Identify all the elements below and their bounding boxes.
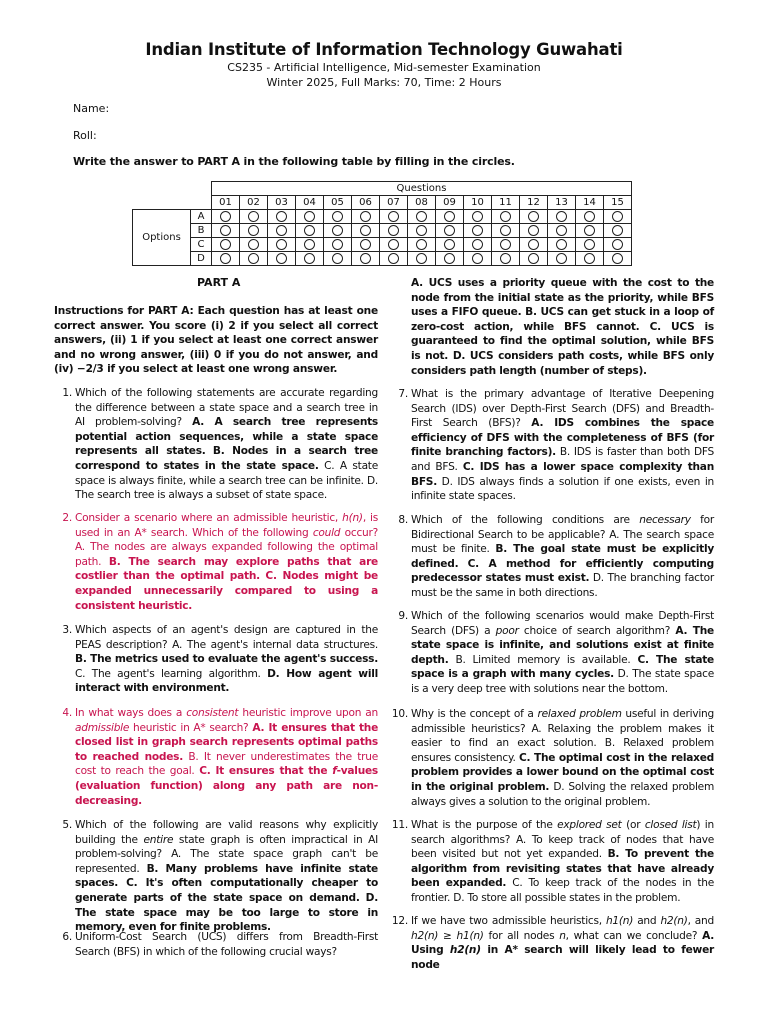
question-number: 11. bbox=[391, 819, 408, 831]
answer-cell bbox=[436, 224, 464, 238]
question-stem: What is the purpose of the bbox=[411, 819, 558, 831]
answer-cell bbox=[604, 252, 632, 266]
answer-bubble-q02-b[interactable] bbox=[248, 225, 259, 236]
answer-cell bbox=[324, 252, 352, 266]
option-b[interactable]: B. IDS is faster than both DFS and BFS. bbox=[411, 446, 715, 473]
question-number-header: 14 bbox=[576, 196, 604, 210]
answer-bubble-q09-a[interactable] bbox=[444, 211, 455, 222]
question-stem: state graph is often impractical in AI problem-solving? bbox=[75, 833, 378, 861]
question-stem: Which of the following scenarios would make Depth-First Search (DFS) a bbox=[411, 610, 714, 637]
answer-bubble-q08-d[interactable] bbox=[416, 253, 427, 264]
option-c[interactable]: C. The agent's learning algorithm. bbox=[75, 667, 261, 680]
option-a[interactable]: A. The state space is infinite, and solutions exist at finite depth. bbox=[411, 624, 714, 666]
question-number: 2. bbox=[62, 512, 72, 524]
question-6 bbox=[62, 930, 378, 959]
answer-bubble-q13-c[interactable] bbox=[556, 239, 567, 250]
option-a[interactable]: A. The nodes are always expanded following the optimal path. bbox=[75, 541, 378, 568]
answer-bubble-q08-a[interactable] bbox=[416, 211, 427, 222]
option-b[interactable]: B. Many problems have infinite state spaces. bbox=[75, 862, 378, 890]
answer-cell bbox=[352, 252, 380, 266]
answer-cell bbox=[576, 210, 604, 224]
answer-table bbox=[132, 181, 632, 266]
answer-bubble-q15-b[interactable] bbox=[612, 225, 623, 236]
course-line: CS235 - Artificial Intelligence, Mid-semester Examination bbox=[227, 61, 541, 74]
answer-cell bbox=[240, 224, 268, 238]
answer-cell bbox=[408, 224, 436, 238]
question-stem: Which of the following conditions are bbox=[411, 514, 640, 526]
answer-bubble-q10-d[interactable] bbox=[472, 253, 483, 264]
option-a[interactable]: A. Relaxing the problem makes it easier to find an exact solution. bbox=[411, 722, 715, 750]
q6-option-b[interactable]: B. UCS can get stuck in a loop of zero-cost action, while BFS cannot. bbox=[411, 306, 714, 333]
option-c[interactable]: C. A method for efficiently computing predecessor states must exist. bbox=[411, 557, 714, 585]
answer-cell bbox=[268, 238, 296, 252]
answer-cell bbox=[492, 252, 520, 266]
option-b[interactable]: B. The metrics used to evaluate the agent's success. bbox=[75, 653, 378, 666]
emphasis: entire bbox=[143, 833, 174, 846]
answer-bubble-q14-a[interactable] bbox=[584, 211, 595, 222]
answer-bubble-q15-c[interactable] bbox=[612, 239, 623, 250]
question-stem: Why is the concept of a bbox=[411, 708, 538, 720]
answer-cell bbox=[408, 210, 436, 224]
answer-cell bbox=[212, 224, 240, 238]
answer-cell bbox=[520, 224, 548, 238]
answer-bubble-q11-d[interactable] bbox=[500, 253, 511, 264]
answer-bubble-q05-a[interactable] bbox=[332, 211, 343, 222]
question-9 bbox=[398, 609, 715, 697]
emphasis: admissible bbox=[75, 721, 130, 734]
question-stem: heuristic improve upon an bbox=[238, 707, 379, 719]
answer-cell bbox=[324, 238, 352, 252]
question-11 bbox=[391, 818, 715, 906]
answer-bubble-q11-b[interactable] bbox=[500, 225, 511, 236]
answer-bubble-q04-c[interactable] bbox=[304, 239, 315, 250]
option-d[interactable]: D. The search tree is always a subset of state space. bbox=[75, 474, 378, 502]
option-d[interactable]: D. IDS always finds a solution if one exists, even in infinite state spaces. bbox=[411, 475, 714, 503]
answer-cell bbox=[436, 238, 464, 252]
option-b[interactable]: B. To prevent the algorithm from revisiting states that have already been expanded. bbox=[411, 848, 714, 890]
option-c[interactable]: C. It's often computationally cheaper to generate parts of the state space on demand. bbox=[75, 877, 378, 904]
question-number-header: 01 bbox=[212, 196, 240, 210]
answer-bubble-q06-a[interactable] bbox=[360, 211, 371, 222]
answer-cell bbox=[436, 210, 464, 224]
question-number: 4. bbox=[62, 707, 72, 719]
answer-bubble-q15-d[interactable] bbox=[612, 253, 623, 264]
answer-bubble-q01-c[interactable] bbox=[220, 239, 231, 250]
question-stem: heuristic in A* search? bbox=[129, 721, 249, 734]
answer-cell bbox=[268, 224, 296, 238]
answer-bubble-q09-b[interactable] bbox=[444, 225, 455, 236]
answer-bubble-q09-c[interactable] bbox=[444, 239, 455, 250]
question-stem: Which of the following are valid reasons why explicitly building the bbox=[75, 819, 378, 846]
option-d[interactable]: D. The state space may be too large to store in memory, even for finite problems. bbox=[75, 891, 378, 934]
answer-bubble-q04-b[interactable] bbox=[304, 225, 315, 236]
option-a[interactable]: A. The search space must be finite. bbox=[411, 528, 714, 556]
option-letter: C bbox=[191, 238, 212, 252]
answer-cell bbox=[436, 252, 464, 266]
question-number: 5. bbox=[62, 819, 72, 831]
answer-cell bbox=[240, 238, 268, 252]
question-stem: occur? bbox=[340, 526, 378, 539]
option-c[interactable]: C. IDS has a lower space complexity than BFS. bbox=[411, 460, 714, 488]
option-c[interactable]: C. Nodes might be expanded unnecessarily compared to using a consistent heuristic. bbox=[75, 570, 378, 612]
answer-bubble-q03-b[interactable] bbox=[276, 225, 287, 236]
question-8 bbox=[398, 513, 715, 601]
math-h2: h2(n) bbox=[449, 944, 481, 957]
answer-cell bbox=[520, 210, 548, 224]
option-a-text: in A* search will likely lead to fewer node bbox=[411, 944, 714, 971]
question-number-header: 03 bbox=[268, 196, 296, 210]
answer-cell bbox=[268, 252, 296, 266]
emphasis: poor bbox=[495, 624, 519, 637]
answer-cell bbox=[604, 238, 632, 252]
answer-bubble-q07-c[interactable] bbox=[388, 239, 399, 250]
option-c[interactable]: C. The optimal cost in the relaxed problem provides a lower bound on the optimal cost in the original problem. bbox=[411, 751, 714, 793]
math-n: n bbox=[559, 929, 566, 942]
roll-field-label: Roll: bbox=[73, 129, 97, 142]
question-stem: Uniform-Cost Search (UCS) differs from Breadth-First Search (BFS) in which of the following crucial ways? bbox=[75, 931, 378, 958]
option-b[interactable]: B. Nodes in a search tree correspond to states in the state space. bbox=[75, 445, 378, 472]
answer-cell bbox=[296, 224, 324, 238]
answer-bubble-q02-d[interactable] bbox=[248, 253, 259, 264]
option-d[interactable]: D. To store all possible states in the problem. bbox=[453, 891, 681, 904]
option-d[interactable]: D. How agent will interact with environment. bbox=[75, 667, 378, 695]
option-c[interactable]: C. The state space is a graph with many cycles. bbox=[411, 653, 714, 681]
answer-bubble-q14-d[interactable] bbox=[584, 253, 595, 264]
answer-bubble-q13-a[interactable] bbox=[556, 211, 567, 222]
emphasis: closed list bbox=[644, 819, 697, 831]
answer-bubble-q14-b[interactable] bbox=[584, 225, 595, 236]
question-5 bbox=[62, 818, 378, 935]
question-number-header: 11 bbox=[492, 196, 520, 210]
answer-bubble-q01-b[interactable] bbox=[220, 225, 231, 236]
question-stem: Consider a scenario where an admissible heuristic, bbox=[75, 512, 343, 524]
question-stem: Which aspects of an agent's design are captured in the PEAS description? bbox=[75, 624, 378, 651]
question-number-header: 10 bbox=[464, 196, 492, 210]
option-d[interactable]: D. Solving the relaxed problem always gives a solution to the original problem. bbox=[411, 780, 715, 808]
answer-cell bbox=[380, 238, 408, 252]
question-number-header: 05 bbox=[324, 196, 352, 210]
math-h-n: h(n) bbox=[342, 512, 363, 524]
answer-bubble-q08-b[interactable] bbox=[416, 225, 427, 236]
question-stem: (or bbox=[621, 819, 645, 831]
question-stem: What is the primary advantage of Iterative Deepening Search (IDS) over Depth-First Search (DFS) and Breadth-First Search (BFS)? bbox=[411, 388, 714, 430]
question-stem: If we have two admissible heuristics, bbox=[411, 915, 606, 927]
question-stem: useful in deriving admissible heuristics? bbox=[411, 708, 714, 735]
option-d[interactable]: D. The state space is a very deep tree with solutions near the bottom. bbox=[411, 668, 715, 695]
answer-cell bbox=[240, 252, 268, 266]
emphasis: relaxed problem bbox=[537, 708, 622, 720]
answer-cell bbox=[548, 210, 576, 224]
option-letter: D bbox=[191, 252, 212, 266]
question-number-header: 13 bbox=[548, 196, 576, 210]
answer-cell bbox=[492, 238, 520, 252]
option-letter: A bbox=[191, 210, 212, 224]
question-number-header: 09 bbox=[436, 196, 464, 210]
answer-bubble-q05-c[interactable] bbox=[332, 239, 343, 250]
question-number: 6. bbox=[62, 931, 72, 943]
answer-cell bbox=[352, 238, 380, 252]
answer-cell bbox=[296, 238, 324, 252]
question-stem: choice of search algorithm? bbox=[518, 624, 671, 637]
answer-cell bbox=[604, 210, 632, 224]
answer-cell bbox=[464, 238, 492, 252]
term-line: Winter 2025, Full Marks: 70, Time: 2 Hours bbox=[266, 76, 502, 89]
option-a[interactable]: A. The agent's internal data structures. bbox=[172, 638, 378, 651]
option-c[interactable]: C. To keep track of the nodes in the frontier. bbox=[411, 877, 714, 904]
question-stem: for all nodes bbox=[483, 929, 560, 942]
option-c-text: -values (evaluation function) along any path are non-decreasing. bbox=[75, 765, 378, 807]
question-number-header: 12 bbox=[520, 196, 548, 210]
answer-cell bbox=[240, 210, 268, 224]
question-number-header: 04 bbox=[296, 196, 324, 210]
answer-bubble-q12-c[interactable] bbox=[528, 239, 539, 250]
emphasis: consistent bbox=[186, 707, 239, 719]
answer-bubble-q14-c[interactable] bbox=[584, 239, 595, 250]
option-b[interactable]: B. Relaxed problem ensures consistency. bbox=[411, 737, 714, 764]
answer-bubble-q11-c[interactable] bbox=[500, 239, 511, 250]
question-number: 9. bbox=[398, 610, 408, 622]
question-number: 10. bbox=[391, 708, 408, 720]
question-stem: for Bidirectional Search to be applicable? bbox=[411, 514, 715, 541]
math-h2: h2(n) bbox=[660, 915, 688, 927]
math-f: f bbox=[332, 765, 337, 778]
question-number-header: 15 bbox=[604, 196, 632, 210]
answer-bubble-q06-c[interactable] bbox=[360, 239, 371, 250]
answer-bubble-q09-d[interactable] bbox=[444, 253, 455, 264]
question-number: 12. bbox=[391, 915, 408, 927]
option-b[interactable]: B. The search may explore paths that are costlier than the optimal path. bbox=[75, 555, 378, 583]
answer-cell bbox=[492, 224, 520, 238]
question-number-header: 08 bbox=[408, 196, 436, 210]
table-instruction: Write the answer to PART A in the following table by filling in the circles. bbox=[73, 155, 515, 168]
question-number-header: 07 bbox=[380, 196, 408, 210]
answer-cell bbox=[380, 224, 408, 238]
answer-cell bbox=[576, 224, 604, 238]
math-h1: h1(n) bbox=[605, 915, 634, 927]
table-corner bbox=[133, 196, 212, 210]
answer-bubble-q06-b[interactable] bbox=[360, 225, 371, 236]
answer-cell bbox=[296, 252, 324, 266]
q6-option-a[interactable]: A. UCS uses a priority queue with the cost to the node from the initial state as the priority, while BFS uses a FIFO queue. bbox=[411, 277, 714, 319]
option-a[interactable]: A. IDS combines the space efficiency of DFS with the completeness of BFS (for finite branching factors). bbox=[411, 417, 714, 459]
answer-cell bbox=[464, 224, 492, 238]
question-stem: , and bbox=[687, 915, 714, 927]
answer-cell bbox=[324, 210, 352, 224]
answer-cell bbox=[212, 252, 240, 266]
part-a-title: PART A bbox=[197, 276, 241, 289]
answer-bubble-q12-b[interactable] bbox=[528, 225, 539, 236]
answer-bubble-q07-a[interactable] bbox=[388, 211, 399, 222]
q6-option-d[interactable]: D. UCS considers path costs, while BFS only considers path length (number of steps). bbox=[411, 349, 714, 377]
q6-options bbox=[411, 276, 714, 378]
q6-option-c[interactable]: C. UCS is guaranteed to find the optimal solution, while BFS is not. bbox=[411, 320, 714, 362]
answer-bubble-q01-a[interactable] bbox=[220, 211, 231, 222]
answer-bubble-q07-b[interactable] bbox=[388, 225, 399, 236]
answer-cell bbox=[548, 238, 576, 252]
answer-cell bbox=[464, 210, 492, 224]
answer-bubble-q05-d[interactable] bbox=[332, 253, 343, 264]
answer-bubble-q02-a[interactable] bbox=[248, 211, 259, 222]
part-a-instructions: Instructions for PART A: Each question has at least one correct answer. You score (i) 2 if you select all correct answers, (ii) 1 if you select at least one correct answer and no wrong answer, (iii) 0 if you do not answer, and (iv) −2/3 if you select at least one wrong answer. bbox=[54, 305, 378, 376]
answer-cell bbox=[352, 210, 380, 224]
answer-bubble-q01-d[interactable] bbox=[220, 253, 231, 264]
question-number: 1. bbox=[62, 387, 72, 399]
answer-bubble-q10-a[interactable] bbox=[472, 211, 483, 222]
answer-cell bbox=[380, 252, 408, 266]
answer-cell bbox=[408, 238, 436, 252]
question-1 bbox=[62, 386, 378, 503]
question-stem: , is used in an A* search. Which of the following bbox=[75, 512, 378, 539]
option-c-text: C. It ensures that the bbox=[199, 765, 333, 778]
option-d[interactable]: D. The branching factor must be the same in both directions. bbox=[411, 572, 714, 599]
question-12 bbox=[391, 914, 714, 972]
emphasis: could bbox=[312, 526, 341, 539]
answer-bubble-q13-b[interactable] bbox=[556, 225, 567, 236]
answer-cell bbox=[212, 210, 240, 224]
question-3 bbox=[62, 623, 378, 696]
answer-bubble-q05-b[interactable] bbox=[332, 225, 343, 236]
emphasis: explored set bbox=[557, 819, 622, 831]
option-b[interactable]: B. The goal state must be explicitly defined. bbox=[411, 543, 714, 570]
answer-bubble-q08-c[interactable] bbox=[416, 239, 427, 250]
option-b[interactable]: B. Limited memory is available. bbox=[455, 653, 631, 666]
answer-cell bbox=[604, 224, 632, 238]
table-corner bbox=[133, 182, 212, 196]
answer-bubble-q03-c[interactable] bbox=[276, 239, 287, 250]
question-stem: and bbox=[633, 915, 661, 927]
answer-bubble-q15-a[interactable] bbox=[612, 211, 623, 222]
answer-bubble-q12-a[interactable] bbox=[528, 211, 539, 222]
answer-bubble-q04-a[interactable] bbox=[304, 211, 315, 222]
question-stem: , what can we conclude? bbox=[565, 929, 698, 942]
option-c[interactable]: C. A state space is always finite, while a search tree can be infinite. bbox=[75, 459, 378, 487]
answer-cell bbox=[548, 252, 576, 266]
answer-cell bbox=[576, 238, 604, 252]
answer-cell bbox=[324, 224, 352, 238]
institute-title: Indian Institute of Information Technology Guwahati bbox=[145, 40, 623, 59]
question-stem: Which of the following statements are accurate regarding the difference between a state space and a search tree in AI problem-solving? bbox=[75, 387, 378, 429]
math-inequality: h2(n) ≥ h1(n) bbox=[411, 929, 484, 942]
option-a[interactable]: A. A search tree represents potential action sequences, while a state space represents all states. bbox=[75, 416, 378, 458]
question-number-header: 02 bbox=[240, 196, 268, 210]
question-stem: In what ways does a bbox=[75, 707, 187, 719]
answer-bubble-q06-d[interactable] bbox=[360, 253, 371, 264]
name-field-label: Name: bbox=[73, 102, 110, 115]
question-10 bbox=[391, 707, 715, 809]
answer-bubble-q11-a[interactable] bbox=[500, 211, 511, 222]
answer-cell bbox=[380, 210, 408, 224]
option-b[interactable]: B. It never underestimates the true cost to reach the goal. bbox=[75, 750, 378, 778]
answer-cell bbox=[296, 210, 324, 224]
answer-bubble-q12-d[interactable] bbox=[528, 253, 539, 264]
question-7 bbox=[398, 387, 715, 504]
option-a[interactable]: A. To keep track of nodes that have been visited but not yet expanded. bbox=[411, 833, 715, 861]
options-label: Options bbox=[133, 210, 191, 266]
answer-bubble-q03-a[interactable] bbox=[276, 211, 287, 222]
question-number: 3. bbox=[62, 624, 72, 636]
answer-cell bbox=[268, 210, 296, 224]
question-2 bbox=[62, 511, 378, 613]
answer-bubble-q03-d[interactable] bbox=[276, 253, 287, 264]
answer-cell bbox=[408, 252, 436, 266]
questions-header: Questions bbox=[212, 182, 632, 196]
answer-cell bbox=[492, 210, 520, 224]
answer-cell bbox=[576, 252, 604, 266]
answer-cell bbox=[212, 238, 240, 252]
question-4 bbox=[62, 706, 379, 808]
answer-cell bbox=[464, 252, 492, 266]
answer-bubble-q02-c[interactable] bbox=[248, 239, 259, 250]
answer-bubble-q04-d[interactable] bbox=[304, 253, 315, 264]
option-a[interactable]: A. The state space graph can't be represented. bbox=[75, 848, 378, 875]
option-a-text: A. Using bbox=[411, 929, 714, 957]
answer-bubble-q10-b[interactable] bbox=[472, 225, 483, 236]
option-letter: B bbox=[191, 224, 212, 238]
answer-cell bbox=[520, 252, 548, 266]
answer-bubble-q10-c[interactable] bbox=[472, 239, 483, 250]
answer-bubble-q13-d[interactable] bbox=[556, 253, 567, 264]
question-number-header: 06 bbox=[352, 196, 380, 210]
question-number: 8. bbox=[398, 514, 408, 526]
question-stem: ) in search algorithms? bbox=[411, 819, 714, 846]
answer-cell bbox=[520, 238, 548, 252]
option-a[interactable]: A. It ensures that the closed list in graph search represents optimal paths to reached nodes. bbox=[75, 721, 379, 763]
answer-bubble-q07-d[interactable] bbox=[388, 253, 399, 264]
answer-cell bbox=[548, 224, 576, 238]
question-number: 7. bbox=[398, 388, 408, 400]
answer-cell bbox=[352, 224, 380, 238]
emphasis: necessary bbox=[639, 514, 691, 526]
